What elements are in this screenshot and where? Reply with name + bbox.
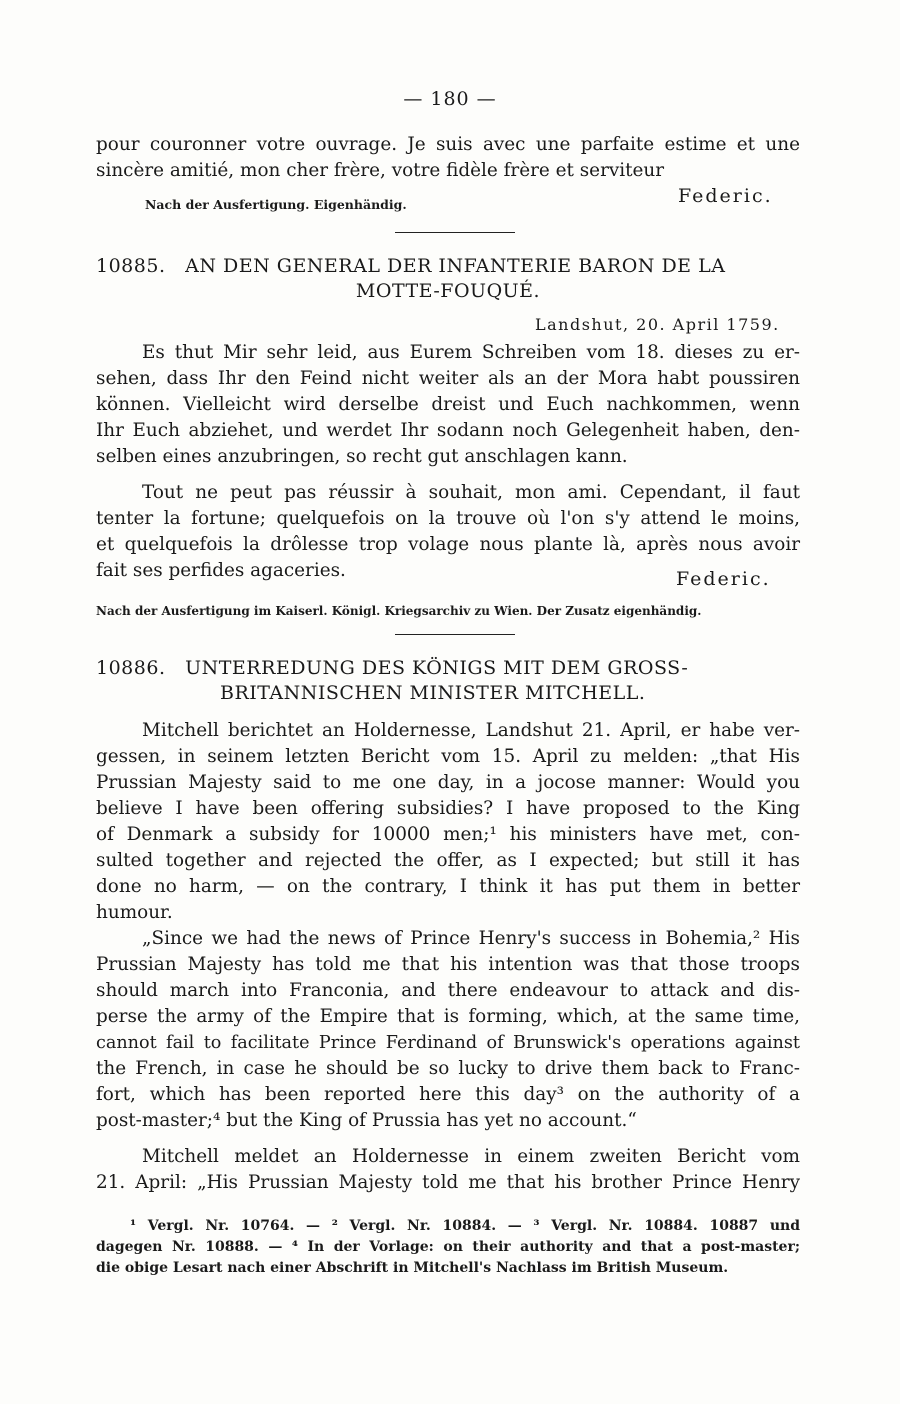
text-line: „Since we had the news of Prince Henry's success in Bohemia,² His — [142, 928, 800, 949]
text-line: Prussian Majesty said to me one day, in a jocose manner: Would you — [96, 772, 800, 793]
text-line: the French, in case he should be so lucky to drive them back to Franc- — [96, 1058, 800, 1079]
text-line: Prussian Majesty has told me that his intention was that those troops — [96, 954, 800, 975]
text-line: können. Vielleicht wird derselbe dreist und Euch nachkommen, wenn — [96, 394, 800, 415]
text-line: sehen, dass Ihr den Feind nicht weiter als an der Mora habt poussiren — [96, 368, 800, 389]
section-divider — [395, 232, 515, 233]
text-line: cannot fail to facilitate Prince Ferdinand of Brunswick's operations against — [96, 1033, 800, 1053]
letter-heading — [96, 656, 800, 681]
letter-title-continued: BRITANNISCHEN MINISTER MITCHELL. — [220, 682, 646, 704]
text-line: should march into Franconia, and there endeavour to attack and dis- — [96, 980, 800, 1001]
text-line: perse the army of the Empire that is forming, which, at the same time, — [96, 1006, 800, 1027]
text-line: tenter la fortune; quelquefois on la trouve où l'on s'y attend le moins, — [96, 508, 800, 529]
footnote-line: die obige Lesart nach einer Abschrift in Mitchell's Nachlass im British Museum. — [96, 1260, 729, 1276]
footnote-line: dagegen Nr. 10888. — ⁴ In der Vorlage: on their authority and that a post-master; — [96, 1239, 800, 1255]
place-date: Landshut, 20. April 1759. — [535, 315, 780, 334]
section-divider — [395, 634, 515, 635]
text-line: sulted together and rejected the offer, as I expected; but still it has — [96, 850, 800, 871]
text-line: believe I have been offering subsidies? I have proposed to the King — [96, 798, 800, 819]
text-line: selben eines anzubringen, so recht gut anschlagen kann. — [96, 446, 628, 467]
source-note: Nach der Ausfertigung. Eigenhändig. — [145, 197, 407, 212]
letter-number: 10885. — [96, 255, 166, 277]
text-line: fort, which has been reported here this day³ on the authority of a — [96, 1084, 800, 1105]
letter-title: UNTERREDUNG DES KÖNIGS MIT DEM GROSS- — [185, 657, 689, 679]
text-line: humour. — [96, 902, 173, 923]
text-line: Tout ne peut pas réussir à souhait, mon ami. Cependant, il faut — [142, 482, 800, 503]
text-line: Mitchell meldet an Holdernesse in einem zweiten Bericht vom — [142, 1146, 800, 1167]
letter-title-continued: MOTTE-FOUQUÉ. — [355, 280, 541, 302]
signature: Federic. — [678, 185, 773, 207]
letter-number: 10886. — [96, 657, 166, 679]
text-line: fait ses perfides agaceries. — [96, 560, 346, 581]
text-line: post-master;⁴ but the King of Prussia has yet no account.“ — [96, 1110, 637, 1131]
source-note: Nach der Ausfertigung im Kaiserl. Königl. Kriegsarchiv zu Wien. Der Zusatz eigenhändig. — [96, 604, 702, 618]
text-line: done no harm, — on the contrary, I think it has put them in better — [96, 876, 800, 897]
footnote-line: ¹ Vergl. Nr. 10764. — ² Vergl. Nr. 10884. — ³ Vergl. Nr. 10884. 10887 und — [130, 1218, 800, 1234]
text-line: gessen, in seinem letzten Bericht vom 15. April zu melden: „that His — [96, 746, 800, 767]
letter-title: AN DEN GENERAL DER INFANTERIE BARON DE LA — [185, 255, 726, 277]
text-line: pour couronner votre ouvrage. Je suis avec une parfaite estime et une — [96, 134, 800, 155]
text-line: of Denmark a subsidy for 10000 men;¹ his ministers have met, con- — [96, 824, 800, 845]
text-line: 21. April: „His Prussian Majesty told me that his brother Prince Henry — [96, 1172, 800, 1193]
signature: Federic. — [676, 568, 771, 590]
text-line: sincère amitié, mon cher frère, votre fidèle frère et serviteur — [96, 160, 665, 181]
text-line: Ihr Euch abziehet, und werdet Ihr sodann noch Gelegenheit haben, den- — [96, 420, 800, 441]
text-line: Mitchell berichtet an Holdernesse, Landshut 21. April, er habe ver- — [142, 720, 800, 741]
page-number: — 180 — — [403, 88, 497, 110]
text-line: Es thut Mir sehr leid, aus Eurem Schreiben vom 18. dieses zu er- — [142, 342, 800, 363]
text-line: et quelquefois la drôlesse trop volage nous plante là, après nous avoir — [96, 534, 800, 555]
letter-heading — [96, 254, 800, 279]
